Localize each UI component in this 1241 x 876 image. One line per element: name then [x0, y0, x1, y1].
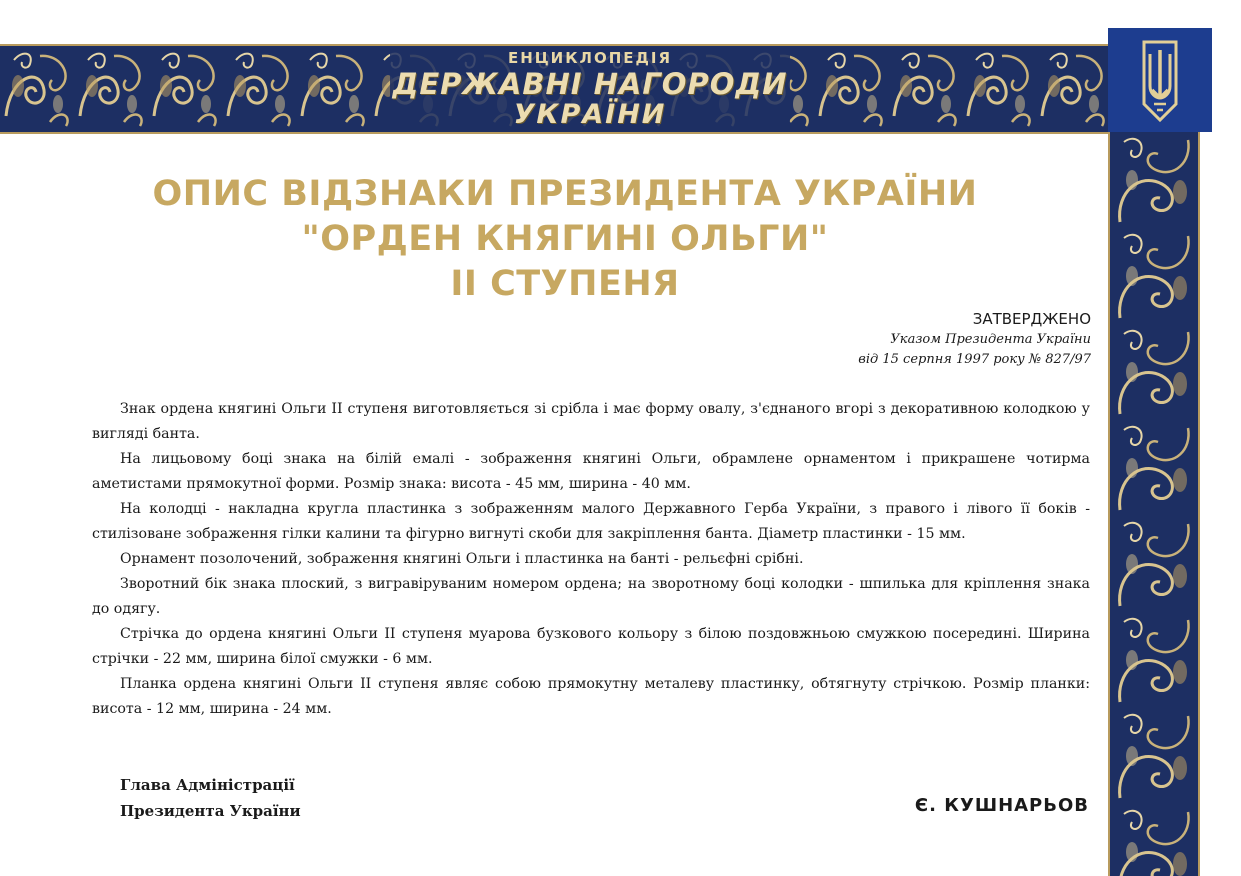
paragraph: На лицьовому боці знака на білій емалі - зображення княгині Ольги, обрамлене орнаментом і прикрашене чотирма аметистами прямокутної форми. Розмір знака: висота - 45 мм, ширина - 40 мм. — [92, 451, 1090, 492]
banner-title-line: ДЕРЖАВНІ НАГОРОДИ — [392, 67, 788, 101]
description-body — [92, 397, 1090, 722]
banner-subtitle: ЕНЦИКЛОПЕДІЯ — [507, 49, 673, 67]
approval-date: від 15 серпня 1997 року № 827/97 — [858, 352, 1091, 367]
heading-line-1: ОПИС ВІДЗНАКИ ПРЕЗИДЕНТА УКРАЇНИ — [152, 174, 978, 214]
paragraph: На колодці - накладна кругла пластинка з зображенням малого Державного Герба України, з правого і лівого її боків - стилізоване зображення гілки калини та фігурно вигнуті скоби для закріплення банта. Діаметр пластинки - 15 мм. — [92, 501, 1090, 542]
ornament-column — [1110, 132, 1198, 876]
paragraph: Зворотний бік знака плоский, з вигравіруваним номером ордена; на зворотному боці колодки - шпилька для кріплення знака до одягу. — [92, 576, 1090, 617]
signatory-title-line-1: Глава Адміністрації — [120, 776, 295, 794]
side-ornament — [1108, 132, 1200, 876]
banner-title — [380, 48, 800, 130]
document-heading — [60, 172, 1070, 307]
signatory-name: Є. КУШНАРЬОВ — [914, 795, 1089, 816]
heading-line-3: ІІ СТУПЕНЯ — [450, 264, 680, 304]
signatory-title-line-2: Президента України — [120, 802, 301, 820]
heading-line-2: "ОРДЕН КНЯГИНІ ОЛЬГИ" — [301, 219, 829, 259]
approval-decree: Указом Президента України — [890, 332, 1091, 347]
banner-title-country: УКРАЇНИ — [513, 99, 667, 130]
paragraph: Планка ордена княгині Ольги ІІ ступеня являє собою прямокутну металеву пластинку, обтягнуту стрічкою. Розмір планки: висота - 12 мм, ширина - 24 мм. — [92, 676, 1090, 717]
signatory-title — [120, 772, 301, 824]
approval-label: ЗАТВЕРДЖЕНО — [972, 310, 1091, 328]
header-banner — [0, 44, 1108, 134]
paragraph: Знак ордена княгині Ольги ІІ ступеня виготовляється зі срібла і має форму овалу, з'єднаного вгорі з декоративною колодкою у вигляді банта. — [92, 401, 1090, 442]
approval-block — [858, 308, 1091, 370]
trident-icon — [1108, 28, 1212, 132]
paragraph: Стрічка до ордена княгині Ольги ІІ ступеня муарова бузкового кольору з білою поздовжньою смужкою посередині. Ширина стрічки - 22 мм, ширина білої смужки - 6 мм. — [92, 626, 1090, 667]
coat-of-arms — [1108, 28, 1212, 132]
paragraph: Орнамент позолочений, зображення княгині Ольги і пластинка на банті - рельєфні срібні. — [120, 551, 804, 567]
